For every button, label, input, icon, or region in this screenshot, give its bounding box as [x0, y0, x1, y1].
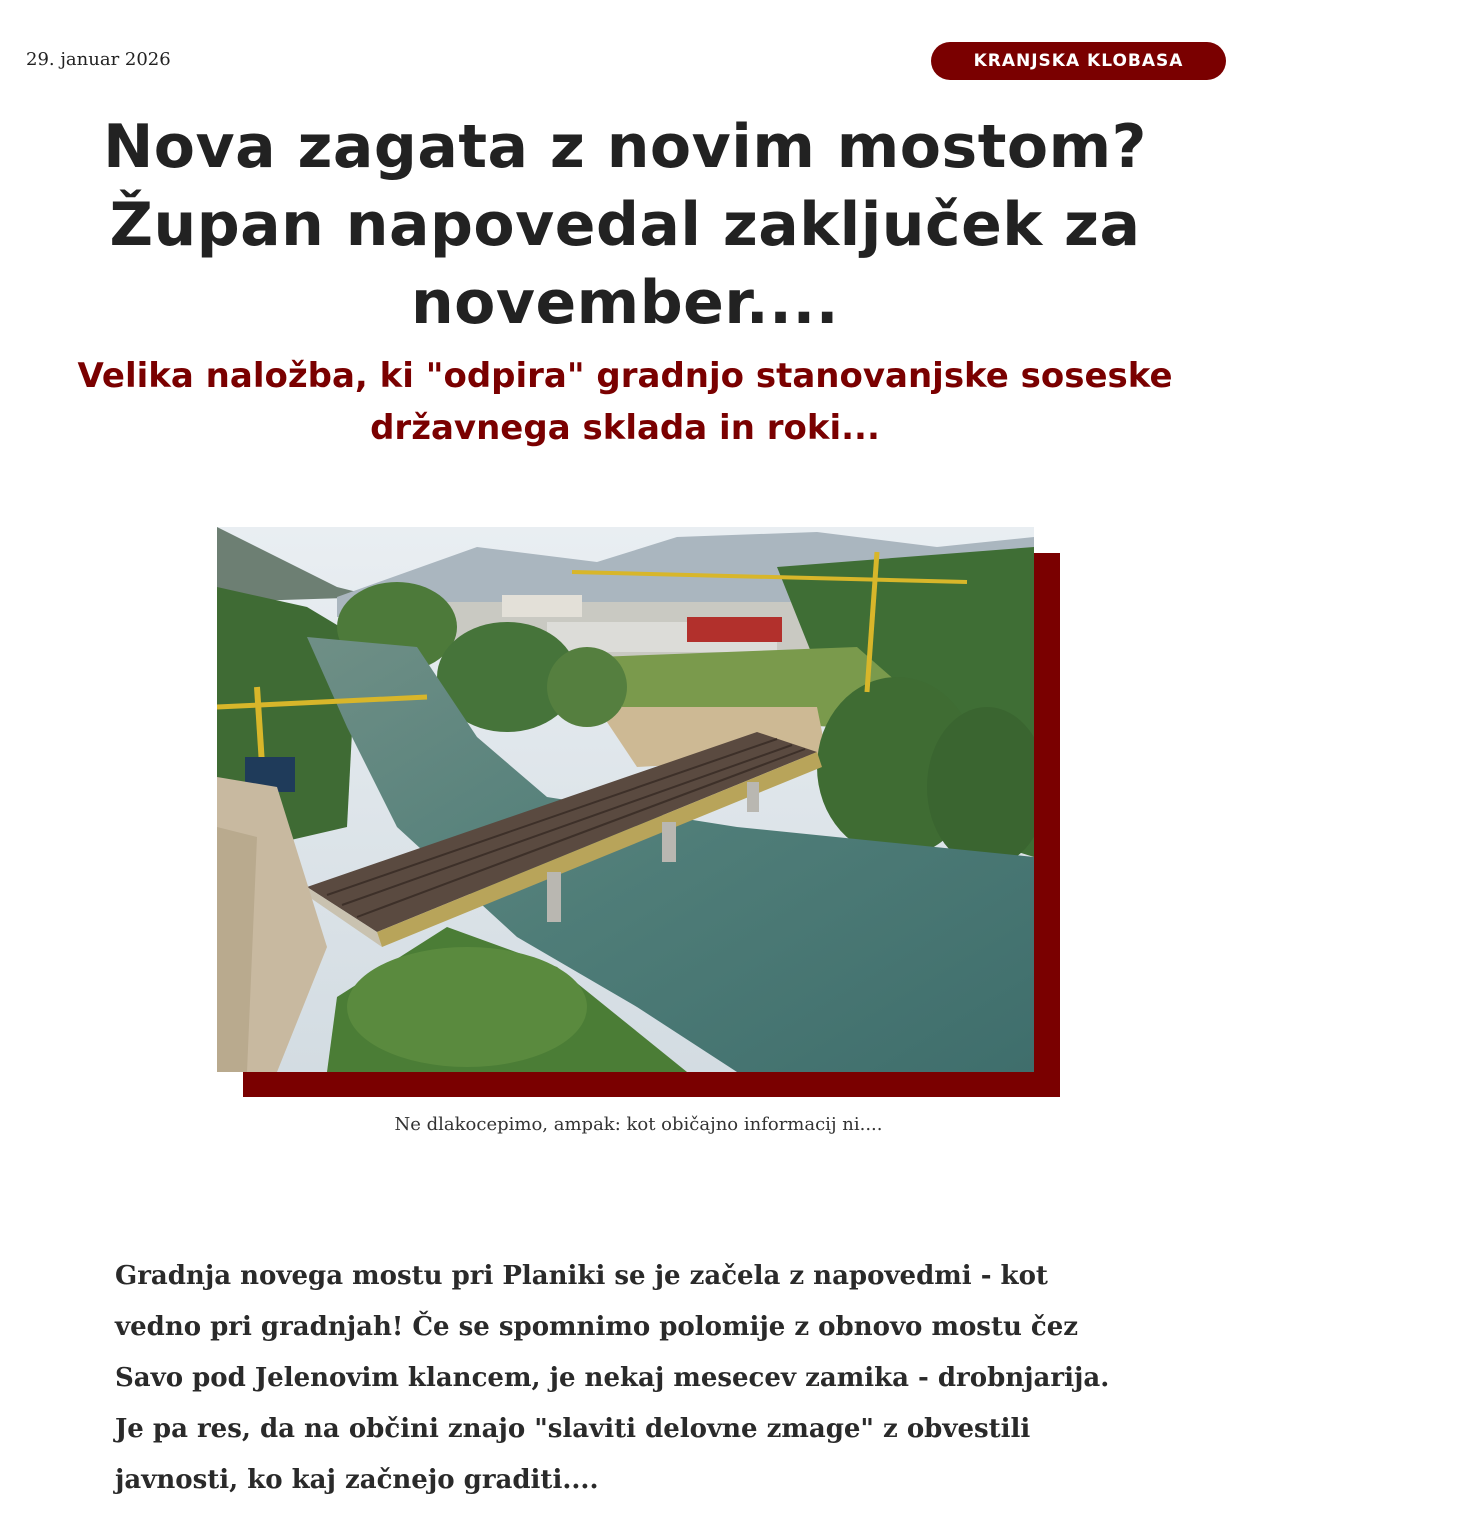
- bridge-construction-photo-icon: [217, 527, 1034, 1072]
- category-tag[interactable]: KRANJSKA KLOBASA: [931, 42, 1226, 80]
- article-subheadline: Velika naložba, ki "odpira" gradnjo stanovanjske soseske državnega sklada in roki...: [77, 356, 1173, 448]
- image-caption: Ne dlakocepimo, ampak: kot običajno informacij ni....: [394, 1114, 883, 1135]
- article-headline: Nova zagata z novim mostom? Župan napovedal zaključek za november....: [103, 112, 1147, 338]
- article-date: 29. januar 2026: [26, 49, 171, 70]
- article-body-paragraph: Gradnja novega mostu pri Planiki se je začela z napovedmi - kot vedno pri gradnjah! Če se spomnimo polomije z obnovo mostu čez Savo pod Jelenovim klancem, je nekaj mesecev zamika - drobnjarija. Je pa res, da na občini znajo "slaviti delovne zmage" z obvestili javnosti, ko kaj začnejo graditi....: [115, 1261, 1110, 1495]
- article-image[interactable]: [217, 527, 1034, 1072]
